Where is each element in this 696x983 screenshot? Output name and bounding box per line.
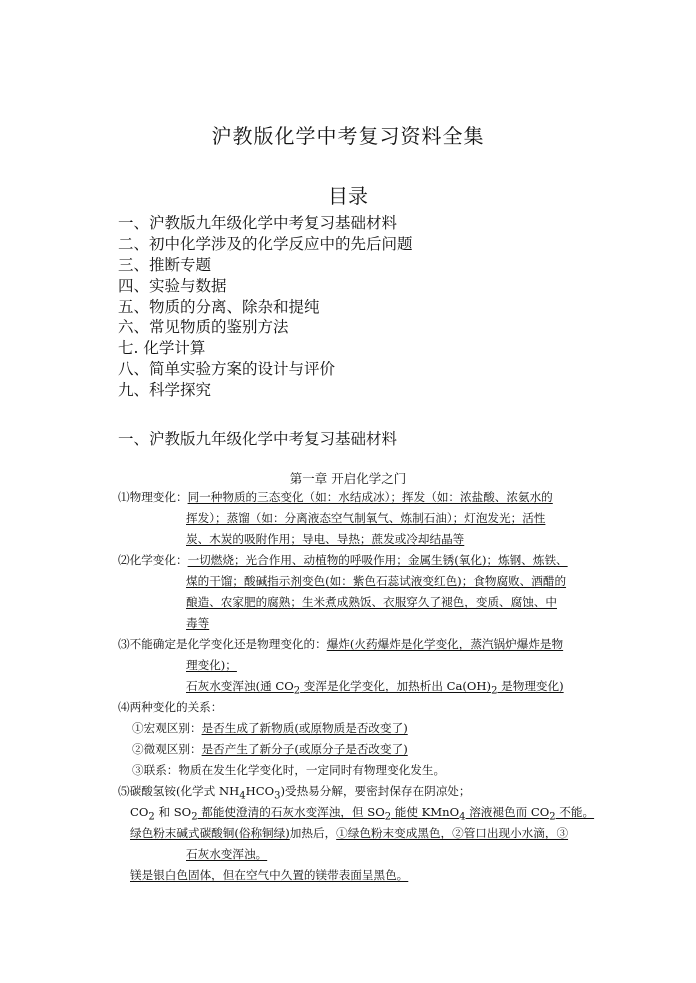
- entry-uncertain-change: [118, 634, 588, 697]
- entry-text: 是否生成了新物质(或原物质是否改变了): [201, 721, 408, 735]
- text-fragment: HCO: [245, 784, 275, 798]
- entry-label: ⑵化学变化：: [118, 553, 188, 567]
- subscript: 2: [191, 811, 198, 823]
- entry-text: 酿造、农家肥的腐熟；生米煮成熟饭、衣服穿久了褪色，变质、腐蚀、中: [186, 595, 558, 609]
- text-fragment: 都能使澄清的石灰水变浑浊，但 SO: [197, 805, 385, 819]
- toc-item[interactable]: 二、初中化学涉及的化学反应中的先后问题: [118, 234, 413, 253]
- entry-label: ⑶不能确定是化学变化还是物理变化的：: [118, 637, 327, 651]
- table-of-contents: [118, 213, 413, 401]
- toc-item[interactable]: 六、常见物质的鉴别方法: [118, 318, 289, 337]
- text-fragment: 是物理变化): [497, 679, 564, 693]
- entry-text: 爆炸(火药爆炸是化学变化，蒸汽锅炉爆炸是物: [326, 637, 564, 651]
- toc-item[interactable]: 五、物质的分离、除杂和提纯: [118, 297, 320, 316]
- text-fragment: 石灰水变浑浊。: [186, 847, 268, 861]
- entry-label: ③联系：: [132, 763, 179, 777]
- toc-item[interactable]: 八、简单实验方案的设计与评价: [118, 360, 336, 379]
- entry-change-relation: [118, 697, 588, 781]
- document-title: 沪教版化学中考复习资料全集: [211, 124, 485, 148]
- entry-text: 理变化)；: [186, 658, 237, 672]
- entry-text: 物质在发生化学变化时，一定同时有物理变化发生。: [178, 763, 446, 777]
- text-fragment: 不能。: [555, 805, 595, 819]
- entry-text: 同一种物质的三态变化（如：水结成冰）；挥发（如：浓盐酸、浓氨水的: [187, 490, 553, 504]
- subscript: 2: [491, 685, 498, 697]
- subscript: 2: [148, 811, 155, 823]
- entry-chemical-change: [118, 550, 588, 634]
- subscript: 3: [274, 790, 281, 802]
- text-fragment: )受热易分解，要密封保存在阴凉处；: [280, 784, 471, 798]
- entry-text: 一切燃烧；光合作用、动植物的呼吸作用；金属生锈(氧化)；炼钢、炼铁、: [187, 553, 568, 567]
- entry-label: ⑴物理变化：: [118, 490, 188, 504]
- entry-physical-change: [118, 487, 588, 550]
- text-fragment: 镁是银白色固体，但在空气中久置的镁带表面呈黑色。: [130, 868, 409, 882]
- text-fragment: 石灰水变浑浊(通 CO: [186, 679, 294, 693]
- text-fragment: 溶液褪色而 CO: [465, 805, 550, 819]
- entry-label: ⑷两种变化的关系：: [118, 700, 223, 714]
- subscript: 4: [239, 790, 246, 802]
- text-fragment: 绿色粉末碱式碳酸铜(俗称铜绿): [130, 826, 290, 840]
- subscript: 2: [549, 811, 556, 823]
- entry-ammonium-bicarbonate: [118, 781, 595, 886]
- text-fragment: 能使 KMnO: [391, 805, 460, 819]
- toc-item[interactable]: 七. 化学计算: [118, 339, 206, 358]
- subscript: 2: [384, 811, 392, 823]
- text-fragment: CO: [130, 805, 149, 819]
- subscript: 2: [293, 685, 301, 697]
- toc-item[interactable]: 一、沪教版九年级化学中考复习基础材料: [118, 214, 398, 232]
- toc-item[interactable]: 四、实验与数据: [118, 276, 227, 295]
- text-fragment: 变浑是化学变化，加热析出 Ca(OH): [300, 679, 492, 693]
- entry-text: 挥发）；蒸馏（如：分离液态空气制氧气、炼制石油）；灯泡发光；活性: [186, 511, 546, 525]
- entry-text: 煤的干馏；酸碱指示剂变色(如：紫色石蕊试液变红色)；食物腐败、酒醋的: [186, 574, 567, 588]
- entry-label: ②微观区别：: [132, 742, 202, 756]
- text-fragment: ①绿色粉末变成黑色，②管口出现小水滴，③: [336, 826, 569, 840]
- entry-text: 毒等: [186, 616, 210, 630]
- section-heading: 一、沪教版九年级化学中考复习基础材料: [118, 430, 398, 448]
- entry-text: 炭、木炭的吸附作用；导电、导热；蔗发或冷却结晶等: [186, 532, 465, 546]
- text-fragment: 加热后，: [289, 826, 337, 840]
- entry-text: 是否产生了新分子(或原分子是否改变了): [201, 742, 408, 756]
- chapter-content: [118, 487, 595, 886]
- entry-label: ⑸碳酸氢铵(化学式 NH: [118, 784, 240, 798]
- chapter-title: 第一章 开启化学之门: [289, 471, 407, 486]
- toc-item[interactable]: 三、推断专题: [118, 255, 212, 274]
- subscript: 4: [459, 811, 466, 823]
- toc-item[interactable]: 九、科学探究: [118, 381, 212, 400]
- entry-text: [186, 679, 564, 697]
- entry-label: ①宏观区别：: [132, 721, 202, 735]
- text-fragment: 和 SO: [154, 805, 192, 819]
- toc-title: 目录: [328, 184, 368, 208]
